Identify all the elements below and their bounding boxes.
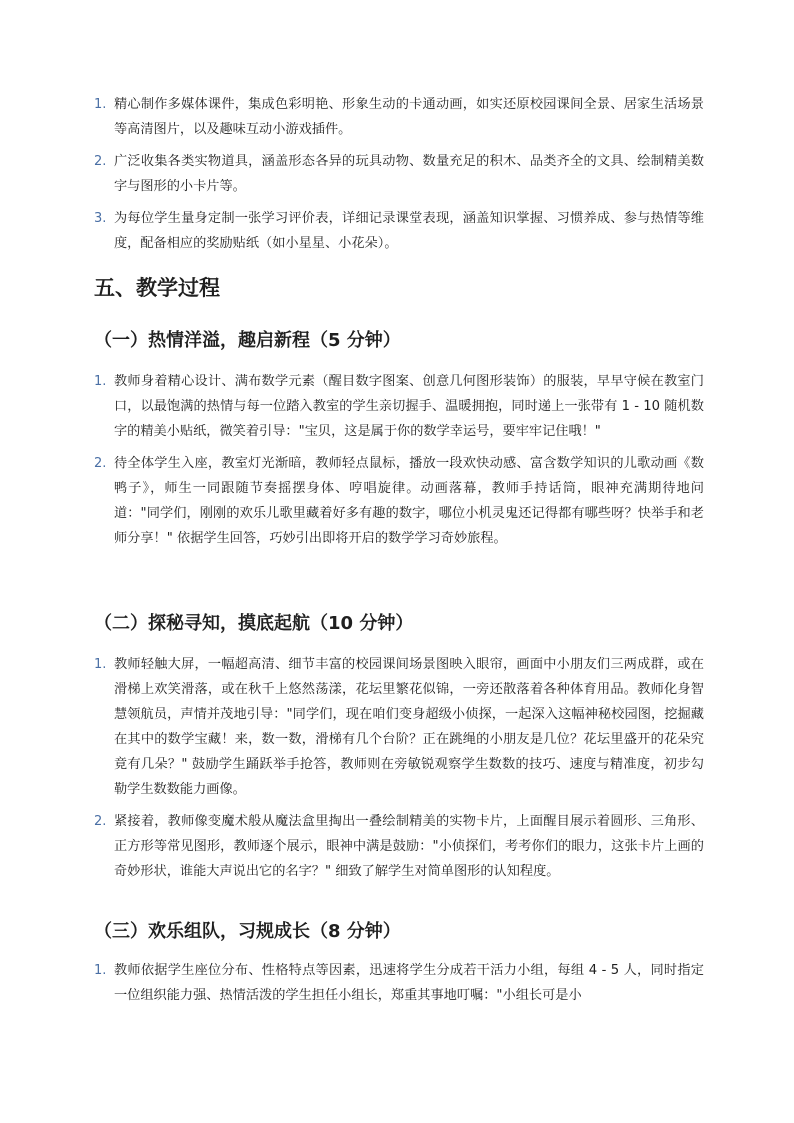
part1-heading: （一）热情洋溢，趣启新程（5 分钟） (94, 330, 401, 351)
list-item (94, 369, 704, 444)
list-number: 1. (94, 374, 107, 389)
list-item (94, 206, 704, 256)
list-text: 紧接着，教师像变魔术般从魔法盒里掏出一叠绘制精美的实物卡片，上面醒目展示着圆形、三角形、正方形等常见图形，教师逐个展示，眼神中满是鼓励："小侦探们，考考你们的眼力，这张卡片上画的奇妙形状，谁能大声说出它的名字？" 细致了解学生对简单图形的认知程度。 (114, 814, 704, 879)
list-number: 1. (94, 97, 107, 112)
list-text: 精心制作多媒体课件，集成色彩明艳、形象生动的卡通动画，如实还原校园课间全景、居家生活场景等高清图片，以及趣味互动小游戏插件。 (114, 97, 704, 137)
part3-heading: （三）欢乐组队，习规成长（8 分钟） (94, 921, 401, 942)
list-item (94, 958, 704, 1008)
part2-list (94, 652, 704, 891)
list-item (94, 451, 704, 551)
list-item (94, 809, 704, 884)
list-text: 教师身着精心设计、满布数学元素（醒目数字图案、创意几何图形装饰）的服装，早早守候在教室门口，以最饱满的热情与每一位踏入教室的学生亲切握手、温暖拥抱，同时递上一张带有 1 - 10 随机数字的精美小贴纸，微笑着引导："宝贝，这是属于你的数学幸运号，要牢牢记住哦！" (114, 374, 704, 439)
materials-list (94, 92, 704, 263)
list-number: 3. (94, 211, 107, 226)
list-text: 为每位学生量身定制一张学习评价表，详细记录课堂表现，涵盖知识掌握、习惯养成、参与热情等维度，配备相应的奖励贴纸（如小星星、小花朵）。 (114, 211, 704, 251)
list-text: 教师依据学生座位分布、性格特点等因素，迅速将学生分成若干活力小组，每组 4 - 5 人，同时指定一位组织能力强、热情活泼的学生担任小组长，郑重其事地叮嘱："小组长可是小 (114, 963, 704, 1003)
section-title: 五、教学过程 (94, 276, 220, 300)
list-number: 1. (94, 657, 107, 672)
list-text: 广泛收集各类实物道具，涵盖形态各异的玩具动物、数量充足的积木、品类齐全的文具、绘制精美数字与图形的小卡片等。 (114, 154, 704, 194)
list-item (94, 149, 704, 199)
list-text: 待全体学生入座，教室灯光渐暗，教师轻点鼠标，播放一段欢快动感、富含数学知识的儿歌动画《数鸭子》，师生一同跟随节奏摇摆身体、哼唱旋律。动画落幕，教师手持话筒，眼神充满期待地问道："同学们，刚刚的欢乐儿歌里藏着好多有趣的数字，哪位小机灵鬼还记得都有哪些呀？快举手和老师分享！" 依据学生回答，巧妙引出即将开启的数学学习奇妙旅程。 (114, 456, 704, 546)
list-number: 2. (94, 814, 107, 829)
list-number: 2. (94, 456, 107, 471)
part1-list (94, 369, 704, 558)
list-item (94, 92, 704, 142)
list-item (94, 652, 704, 802)
list-number: 1. (94, 963, 107, 978)
part3-list (94, 958, 704, 1015)
list-text: 教师轻触大屏，一幅超高清、细节丰富的校园课间场景图映入眼帘，画面中小朋友们三两成群，或在滑梯上欢笑滑落，或在秋千上悠然荡漾，花坛里繁花似锦，一旁还散落着各种体育用品。教师化身智慧领航员，声情并茂地引导："同学们，现在咱们变身超级小侦探，一起深入这幅神秘校园图，挖掘藏在其中的数学宝藏！来，数一数，滑梯有几个台阶？正在跳绳的小朋友是几位？花坛里盛开的花朵究竟有几朵？" 鼓励学生踊跃举手抢答，教师则在旁敏锐观察学生数数的技巧、速度与精准度，初步勾勒学生数数能力画像。 (114, 657, 704, 797)
list-number: 2. (94, 154, 107, 169)
part2-heading: （二）探秘寻知，摸底起航（10 分钟） (94, 613, 414, 634)
